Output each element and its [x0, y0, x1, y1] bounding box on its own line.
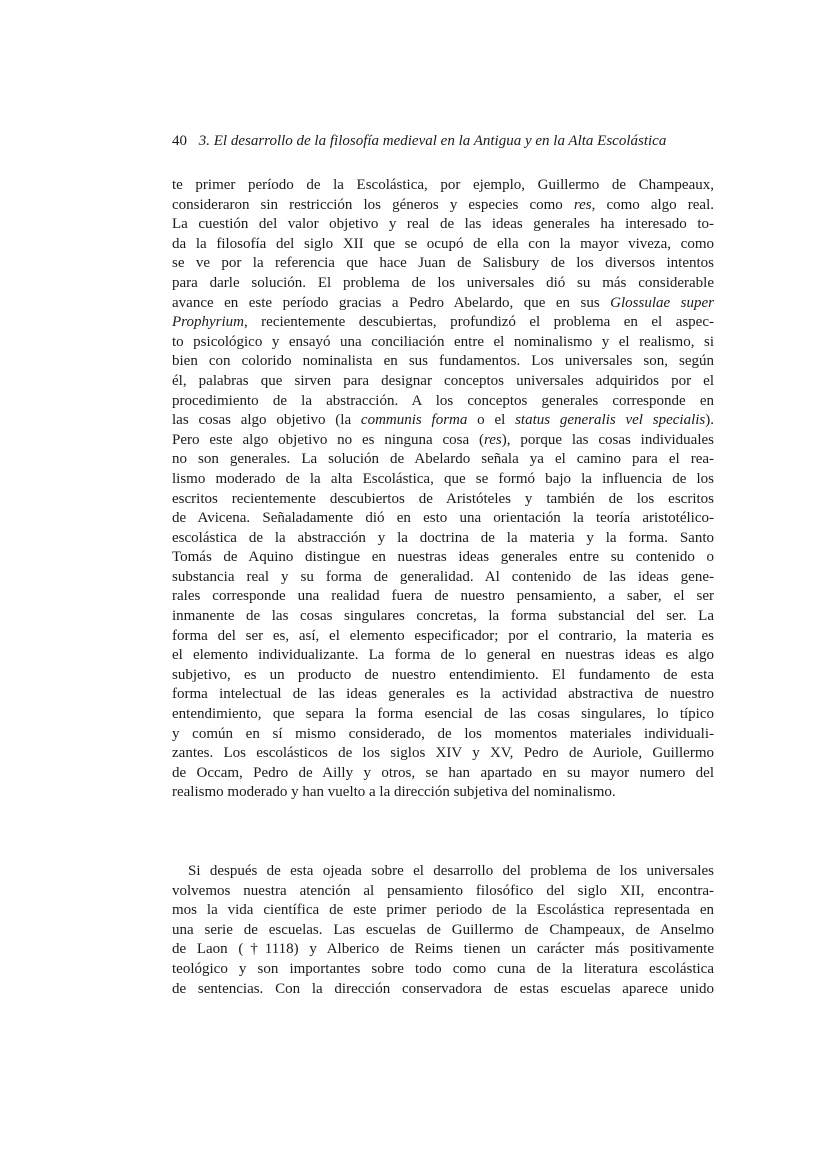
text-line: mos la vida científica de este primer periodo de la Escolástica representada en [172, 902, 714, 919]
text-line: teológico y son importantes sobre todo como cuna de la literatura escolástica [172, 960, 714, 977]
text-line: de Laon (†1118) y Alberico de Reims tienen un carácter más positivamente [172, 941, 714, 958]
text-line: da la filosofía del siglo XII que se ocupó de ella con la mayor viveza, como [172, 235, 714, 252]
text-segment: avance en este período gracias a Pedro Abelardo, que en sus [172, 294, 611, 311]
text-line [172, 431, 714, 451]
text-segment: Pero este algo objetivo no es ninguna cosa ( [172, 431, 484, 448]
text-segment: ). [705, 412, 715, 429]
text-line: entendimiento, que separa la forma esencial de las cosas singulares, lo típico [172, 706, 714, 723]
text-line: escritos recientemente descubiertos de Aristóteles y también de los escritos [172, 490, 714, 507]
running-title: 3. El desarrollo de la filosofía medieval en la Antigua y en la Alta Escolástica [198, 133, 667, 149]
page-number: 40 [172, 133, 187, 149]
italic-term: Glossulae super [610, 294, 714, 311]
paragraph-schools [172, 862, 714, 999]
text-line: rales corresponde una realidad fuera de nuestro pensamiento, a saber, el ser [172, 588, 714, 605]
text-line: La cuestión del valor objetivo y real de las ideas generales ha interesado to- [172, 216, 714, 233]
text-line [172, 411, 714, 431]
text-line: Si después de esta ojeada sobre el desarrollo del problema de los universales [188, 863, 714, 879]
text-line: no son generales. La solución de Abelardo señala ya el camino para el rea- [172, 451, 714, 468]
text-line: una serie de escuelas. Las escuelas de Guillermo de Champeaux, de Anselmo [172, 921, 714, 938]
text-line: inmanente de las cosas singulares concretas, la forma substancial del ser. La [172, 608, 714, 625]
text-line: él, palabras que sirven para designar conceptos universales adquiridos por el [172, 372, 714, 389]
text-line: te primer período de la Escolástica, por ejemplo, Guillermo de Champeaux, [172, 177, 714, 193]
text-segment: o el [467, 412, 516, 429]
text-segment: , recientemente descubiertas, profundizó el problema en el aspec- [243, 314, 714, 331]
text-line: y común en sí mismo considerado, de los momentos materiales individuali- [172, 725, 714, 742]
text-line: de Occam, Pedro de Ailly y otros, se han apartado en su mayor numero del [172, 764, 714, 781]
text-segment: consideraron sin restricción los géneros y especies como [172, 196, 574, 213]
text-line: el elemento individualizante. La forma de lo general en nuestras ideas es algo [172, 647, 714, 664]
text-line [172, 196, 714, 216]
text-line [172, 313, 714, 333]
text-line: zantes. Los escolásticos de los siglos XIV y XV, Pedro de Auriole, Guillermo [172, 745, 714, 762]
text-line: Tomás de Aquino distingue en nuestras ideas generales entre su contenido o [172, 549, 714, 566]
text-line: substancia real y su forma de generalidad. Al contenido de las ideas gene- [172, 568, 714, 585]
italic-term: communis forma [360, 412, 468, 429]
text-segment: ), porque las cosas individuales [501, 431, 714, 448]
text-line: realismo moderado y han vuelto a la dirección subjetiva del nominalismo. [172, 784, 616, 801]
text-line: procedimiento de la abstracción. A los conceptos generales corresponde en [172, 392, 714, 409]
text-segment: , como algo real. [591, 196, 714, 213]
text-line: de sentencias. Con la dirección conservadora de estas escuelas aparece unido [172, 980, 714, 997]
text-line: se ve por la referencia que hace Juan de Salisbury de los diversos intentos [172, 255, 714, 272]
text-line: to psicológico y ensayó una conciliación entre el nominalismo y el realismo, si [172, 333, 714, 350]
text-line [172, 294, 714, 314]
text-segment: las cosas algo objetivo (la [172, 412, 361, 429]
paragraph-universals [172, 176, 714, 803]
text-line: volvemos nuestra atención al pensamiento filosófico del siglo XII, encontra- [172, 882, 714, 899]
italic-term: res [483, 431, 502, 448]
text-line: forma del ser es, así, el elemento especificador; por el contrario, la materia es [172, 627, 714, 644]
text-line: bien con colorido nominalista en sus fundamentos. Los universales son, según [172, 353, 714, 370]
italic-term: res [573, 196, 592, 213]
text-line: de Avicena. Señaladamente dió en esto una orientación la teoría aristotélico- [172, 510, 714, 527]
text-line: para darle solución. El problema de los universales dió su más considerable [172, 274, 714, 291]
text-line: lismo moderado de la alta Escolástica, que se formó bajo la influencia de los [172, 470, 714, 487]
italic-term: status generalis vel specialis [515, 412, 706, 429]
text-line: escolástica de la abstracción y la doctrina de la materia y la forma. Santo [172, 529, 714, 546]
running-header [172, 133, 714, 150]
text-line: subjetivo, es un producto de nuestro entendimiento. El fundamento de esta [172, 666, 714, 683]
italic-term: Prophyrium [172, 314, 244, 331]
text-line: forma intelectual de las ideas generales es la actividad abstractiva de nuestro [172, 686, 714, 703]
